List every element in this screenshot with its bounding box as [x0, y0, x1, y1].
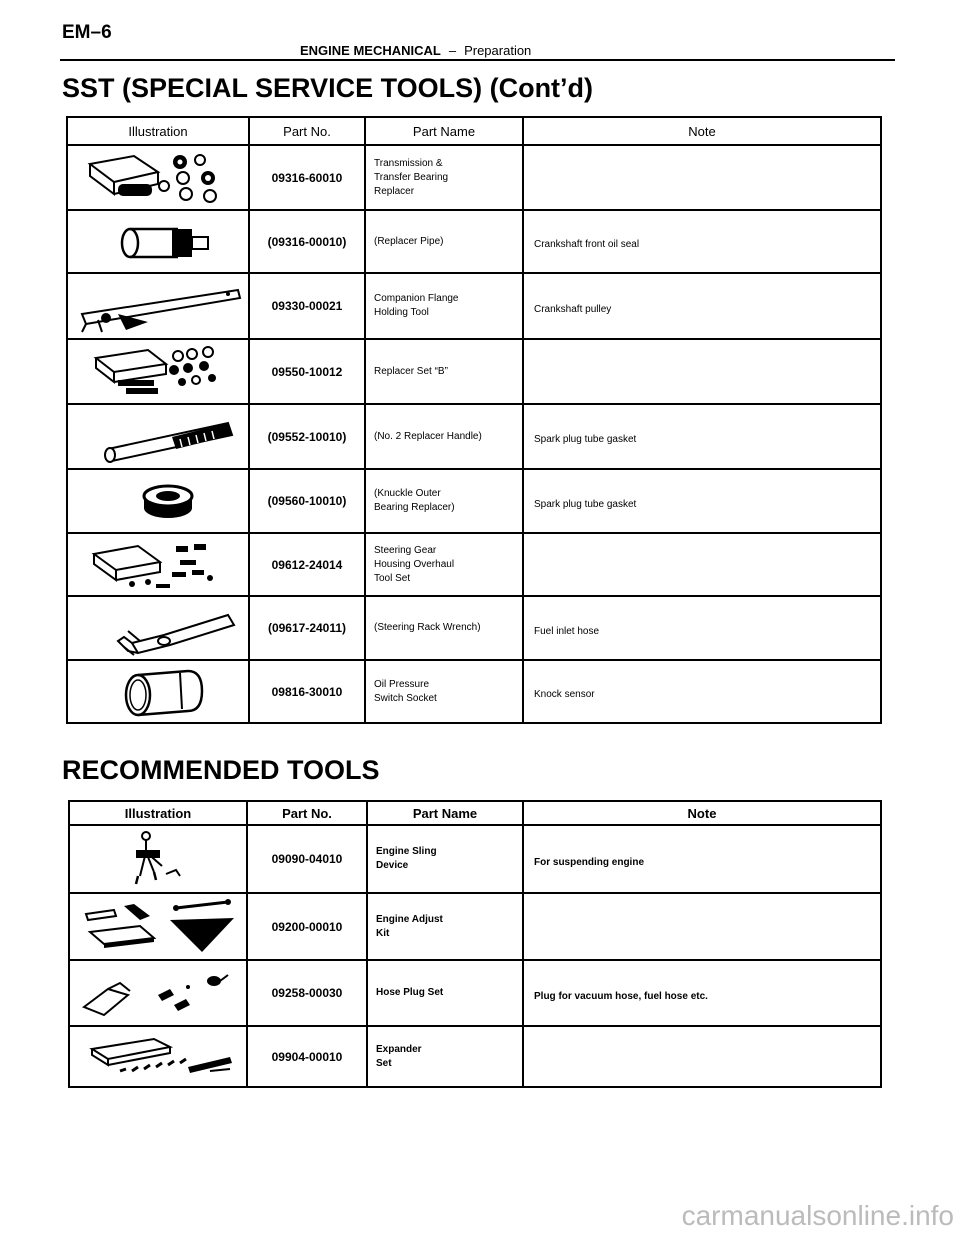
switch-socket-icon	[68, 661, 246, 722]
illustration-cell	[67, 404, 249, 469]
table-row	[67, 210, 881, 273]
part-name	[365, 596, 523, 660]
part-name	[365, 533, 523, 596]
col-note: Note	[523, 801, 881, 825]
illustration-cell	[69, 825, 247, 893]
part-number: (09552-10010)	[249, 404, 365, 469]
part-name-line: Set	[376, 1057, 392, 1069]
part-name-line: (Replacer Pipe)	[374, 235, 444, 247]
note-cell: Crankshaft front oil seal	[523, 210, 881, 273]
header-separator: –	[448, 43, 457, 58]
part-name-line: Holding Tool	[374, 307, 429, 318]
table-row	[69, 1026, 881, 1087]
part-name	[365, 210, 523, 273]
note-cell: For suspending engine	[523, 825, 881, 893]
illustration-cell	[67, 210, 249, 273]
part-name-line: Housing Overhaul	[374, 558, 455, 570]
illustration-cell	[67, 469, 249, 533]
part-number: (09617-24011)	[249, 596, 365, 660]
note-cell	[523, 339, 881, 404]
table-row	[67, 145, 881, 210]
table-row	[69, 825, 881, 893]
replacer-handle-icon	[68, 405, 246, 468]
table-row	[67, 660, 881, 723]
part-number: 09316-60010	[249, 145, 365, 210]
illustration-cell	[67, 145, 249, 210]
part-number: 09330-00021	[249, 273, 365, 339]
illustration-cell	[69, 893, 247, 960]
part-name-line: Device	[376, 860, 409, 871]
part-number: 09904-00010	[247, 1026, 367, 1087]
col-part-no: Part No.	[247, 801, 367, 825]
expander-set-icon	[70, 1027, 244, 1086]
hose-plug-set-icon	[70, 961, 244, 1025]
part-name	[365, 273, 523, 339]
note-cell	[523, 145, 881, 210]
engine-adjust-kit-icon	[70, 894, 244, 959]
table-row	[67, 469, 881, 533]
watermark: carmanualsonline.info	[681, 1200, 954, 1231]
part-name-line: Tool Set	[374, 572, 411, 584]
part-name-line: Bearing Replacer)	[374, 502, 455, 513]
table-row	[67, 596, 881, 660]
part-number: (09560-10010)	[249, 469, 365, 533]
note-cell	[523, 893, 881, 960]
replacer-set-icon	[68, 340, 246, 403]
part-name-line: Replacer	[374, 185, 415, 197]
table-row	[67, 404, 881, 469]
table-row	[69, 960, 881, 1026]
steering-tool-set-icon	[68, 534, 246, 595]
flange-holding-tool-icon	[68, 274, 246, 338]
part-number: 09816-30010	[249, 660, 365, 723]
part-name	[367, 960, 523, 1026]
table-row	[69, 893, 881, 960]
recommended-header-row	[69, 801, 881, 825]
part-name-line: Companion Flange	[374, 293, 459, 304]
table-row	[67, 339, 881, 404]
illustration-cell	[67, 273, 249, 339]
part-name	[365, 660, 523, 723]
bearing-replacer-set-icon	[68, 146, 246, 209]
part-number: (09316-00010)	[249, 210, 365, 273]
part-name	[365, 145, 523, 210]
part-name-line: Replacer Set “B”	[374, 365, 448, 377]
part-name-line: Transfer Bearing	[374, 171, 449, 183]
part-name-line: (Steering Rack Wrench)	[374, 622, 481, 633]
replacer-pipe-icon	[68, 211, 246, 272]
recommended-section-title: RECOMMENDED TOOLS	[62, 755, 380, 785]
note-cell	[523, 533, 881, 596]
part-name-line: (Knuckle Outer	[374, 488, 441, 499]
part-name-line: Engine Sling	[376, 846, 437, 857]
part-name	[365, 339, 523, 404]
sst-header-row	[67, 117, 881, 145]
engine-sling-icon	[70, 826, 244, 892]
page-code: EM–6	[62, 22, 112, 43]
part-name-line: Oil Pressure	[374, 678, 430, 690]
part-name-line: Kit	[376, 927, 390, 939]
col-note: Note	[523, 117, 881, 145]
note-cell	[523, 1026, 881, 1087]
note-cell: Plug for vacuum hose, fuel hose etc.	[523, 960, 881, 1026]
part-name-line: Transmission &	[374, 157, 443, 169]
illustration-cell	[69, 1026, 247, 1087]
illustration-cell	[67, 339, 249, 404]
part-name	[367, 1026, 523, 1087]
part-name-line: (No. 2 Replacer Handle)	[374, 430, 482, 442]
table-row	[67, 533, 881, 596]
col-part-no: Part No.	[249, 117, 365, 145]
part-name	[365, 469, 523, 533]
note-cell: Fuel inlet hose	[523, 596, 881, 660]
part-number: 09550-10012	[249, 339, 365, 404]
col-illustration: Illustration	[69, 801, 247, 825]
knuckle-bearing-replacer-icon	[68, 470, 246, 532]
rack-wrench-icon	[68, 597, 246, 659]
part-name-line: Switch Socket	[374, 692, 437, 704]
col-part-name: Part Name	[365, 117, 523, 145]
note-cell: Spark plug tube gasket	[523, 469, 881, 533]
page-header	[300, 43, 531, 58]
table-row	[67, 273, 881, 339]
part-name-line: Hose Plug Set	[376, 987, 444, 998]
col-part-name: Part Name	[367, 801, 523, 825]
note-cell: Spark plug tube gasket	[523, 404, 881, 469]
part-number: 09258-00030	[247, 960, 367, 1026]
part-name	[365, 404, 523, 469]
note-cell: Crankshaft pulley	[523, 273, 881, 339]
section-name: ENGINE MECHANICAL	[300, 43, 441, 58]
illustration-cell	[69, 960, 247, 1026]
note-cell: Knock sensor	[523, 660, 881, 723]
illustration-cell	[67, 533, 249, 596]
header-rule	[60, 59, 895, 61]
part-name	[367, 825, 523, 893]
part-number: 09200-00010	[247, 893, 367, 960]
illustration-cell	[67, 596, 249, 660]
part-name-line: Steering Gear	[374, 544, 437, 556]
illustration-cell	[67, 660, 249, 723]
part-name-line: Engine Adjust	[376, 913, 443, 925]
part-number: 09612-24014	[249, 533, 365, 596]
part-number: 09090-04010	[247, 825, 367, 893]
col-illustration: Illustration	[67, 117, 249, 145]
sst-section-title: SST (SPECIAL SERVICE TOOLS) (Cont’d)	[62, 73, 594, 103]
recommended-table	[68, 800, 882, 1088]
part-name-line: Expander	[376, 1043, 422, 1055]
sst-table	[66, 116, 882, 724]
part-name	[367, 893, 523, 960]
subsection-name: Preparation	[464, 43, 532, 58]
